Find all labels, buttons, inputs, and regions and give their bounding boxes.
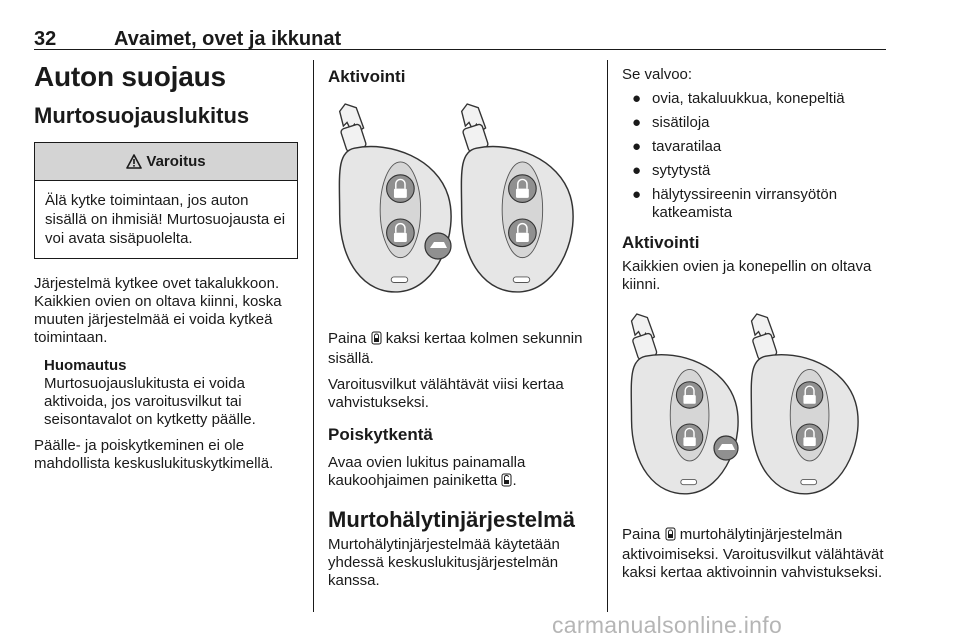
warning-text: Älä kytke toimintaan, jos auton sisällä on ihmisiä! Murtosuojausta ei voi avata sisäpuolelta. [45,192,286,247]
key-fob-illustration [328,96,592,314]
warning-header [35,143,297,181]
column-1 [34,60,298,473]
alarm-press-instruction [622,526,888,582]
heading-alarm-activation: Aktivointi [622,233,700,252]
column-divider-1 [313,60,314,612]
page-number: 32 [34,28,57,50]
warning-triangle-icon [126,154,142,169]
lock-button-icon [371,331,382,350]
press-word: Paina [328,330,367,347]
heading-alarm-system: Murtohälytinjärjestelmä [328,507,575,532]
list-item: ● hälytyssireenin virransyötön katkeamista [632,186,838,221]
page-header [34,28,886,50]
press-rest: kaksi kertaa kolmen sekunnin sisällä. [328,330,583,367]
list-item: ● ovia, takaluukkua, konepeltiä [632,90,845,107]
alarm-activation-text: Kaikkien ovien ja konepellin on oltava kiinni. [622,258,872,293]
column-3 [622,60,888,582]
unlock-button-icon [501,473,512,492]
column-2 [328,60,592,590]
press-word: Paina [622,526,661,543]
deactivate-end: . [512,472,517,489]
note-text: Murtosuojauslukitusta ei voida aktivoida, jos varoitusvilkut tai seisontavalot on kytketty päälle. [44,375,256,428]
deactivate-instruction [328,454,592,492]
warning-label: Varoitus [146,153,206,170]
section-subtitle: Murtosuojauslukitus [34,103,250,128]
paragraph-central-lock: Päälle- ja poiskytkeminen ei ole mahdollista keskuslukituskytkimellä. [34,437,274,472]
list-item: ● sisätiloja [632,114,710,131]
note-block [44,357,298,429]
lock-button-icon [665,527,676,546]
list-item: ● tavaratilaa [632,138,722,155]
header-rule [34,49,886,50]
heading-deactivation: Poiskytkentä [328,425,433,444]
running-title: Avaimet, ovet ja ikkunat [114,28,342,50]
key-fob-illustration-alarm [622,308,888,514]
deactivate-text: Avaa ovien lukitus painamalla kaukoohjaimen painiketta [328,454,526,489]
trunk-button-icon [425,233,451,259]
monitors-label: Se valvoo: [622,66,693,83]
monitors-list [622,90,888,222]
paragraph-deadlock: Järjestelmä kytkee ovet takalukkoon. Kaikkien ovien on oltava kiinni, koska muuten järjestelmää ei voida kytkeä toimintaan. [34,275,282,346]
warning-box [34,142,298,259]
press-rest: murtohälytinjärjestelmän aktivoimiseksi. Varoitusvilkut välähtävät kaksi kertaa aktivoinnin vahvistukseksi. [622,526,884,581]
list-item: ● sytytystä [632,162,711,179]
section-title: Auton suojaus [34,61,226,92]
alarm-description: Murtohälytinjärjestelmää käytetään yhdessä keskuslukitusjärjestelmän kanssa. [328,536,560,589]
press-instruction [328,330,592,368]
blink-confirmation: Varoitusvilkut välähtävät viisi kertaa vahvistukseksi. [328,376,564,411]
watermark: carmanualsonline.info [552,612,783,638]
note-title: Huomautus [44,357,127,374]
column-divider-2 [607,60,608,612]
heading-activation: Aktivointi [328,67,406,86]
